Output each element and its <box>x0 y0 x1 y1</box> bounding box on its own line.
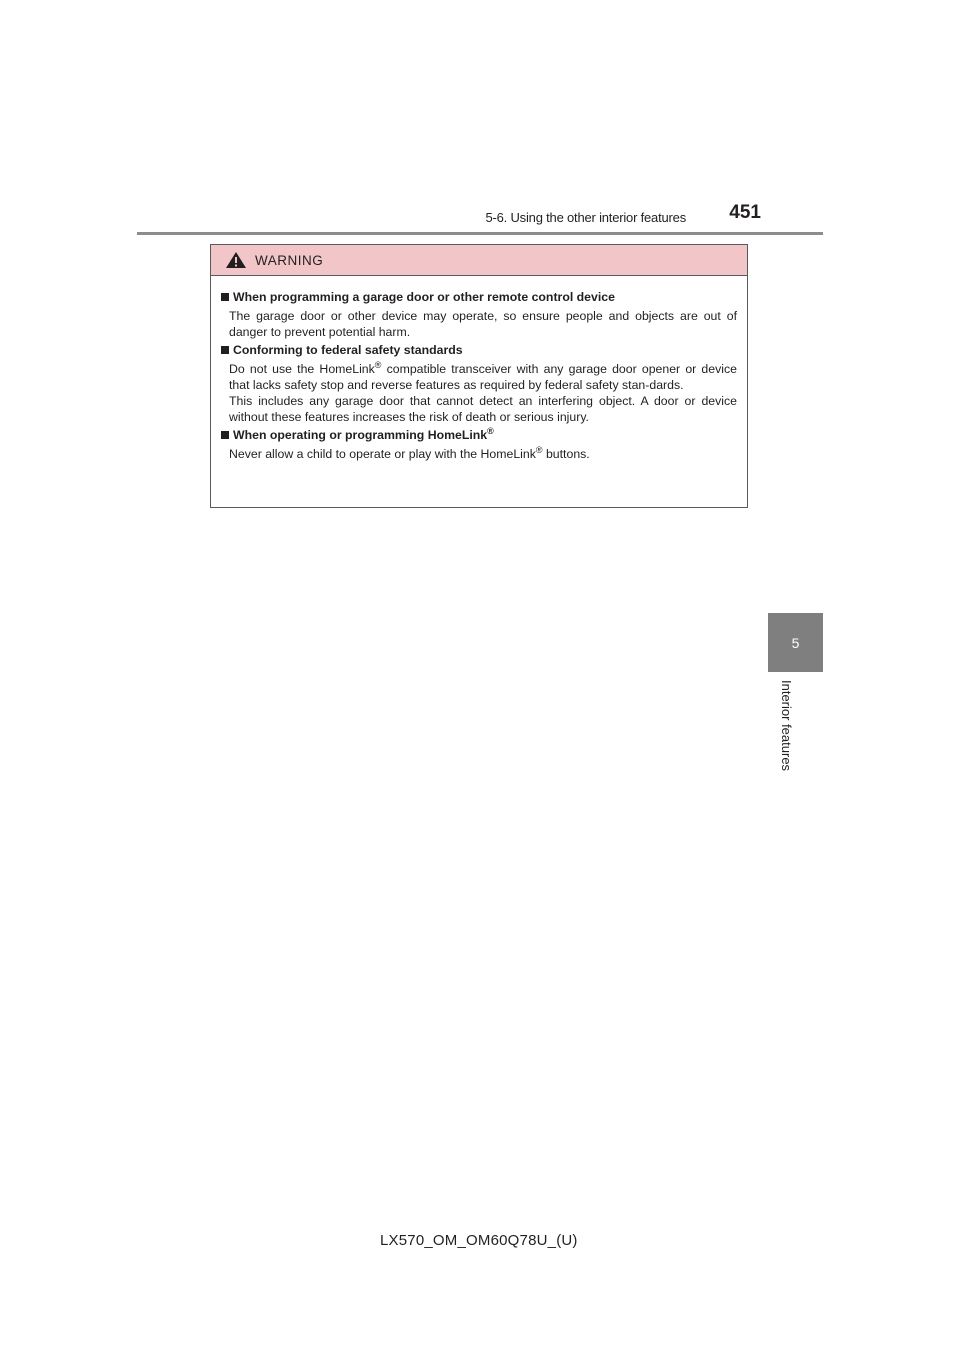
page-header <box>0 0 960 240</box>
square-bullet-icon <box>221 293 229 301</box>
square-bullet-icon <box>221 431 229 439</box>
warning-item-heading-text: Conforming to federal safety standards <box>233 343 463 357</box>
warning-item-heading <box>221 289 737 305</box>
warning-triangle-icon <box>225 251 247 269</box>
square-bullet-icon <box>221 346 229 354</box>
page-number: 451 <box>729 202 761 223</box>
header-rule <box>137 232 823 235</box>
warning-body <box>211 276 747 462</box>
warning-box <box>210 244 748 508</box>
warning-item-text: Never allow a child to operate or play with the HomeLink® buttons. <box>229 445 590 461</box>
warning-item-heading <box>221 342 737 358</box>
chapter-tab <box>768 613 823 672</box>
warning-item <box>221 427 737 462</box>
warning-item-heading-text: When programming a garage door or other remote control device <box>233 290 615 304</box>
warning-header <box>211 245 747 276</box>
section-title: 5-6. Using the other interior features <box>485 210 686 225</box>
warning-item-heading <box>221 427 737 443</box>
chapter-label: Interior features <box>779 680 794 772</box>
warning-item-heading-text: When operating or programming HomeLink® <box>233 426 494 442</box>
document-code: LX570_OM_OM60Q78U_(U) <box>380 1232 578 1249</box>
warning-item <box>221 342 737 425</box>
warning-item-text: The garage door or other device may operate, so ensure people and objects are out of danger to prevent potential harm. <box>229 309 737 339</box>
warning-title: WARNING <box>255 252 324 268</box>
warning-item-text: This includes any garage door that cannot detect an interfering object. A door or device without these features increases the risk of death or serious injury. <box>229 394 737 424</box>
chapter-number: 5 <box>791 634 800 651</box>
warning-item <box>221 289 737 340</box>
warning-item-text: Do not use the HomeLink® compatible transceiver with any garage door opener or device that lacks safety stop and reverse features as required by federal safety stan-dards. <box>229 360 737 392</box>
